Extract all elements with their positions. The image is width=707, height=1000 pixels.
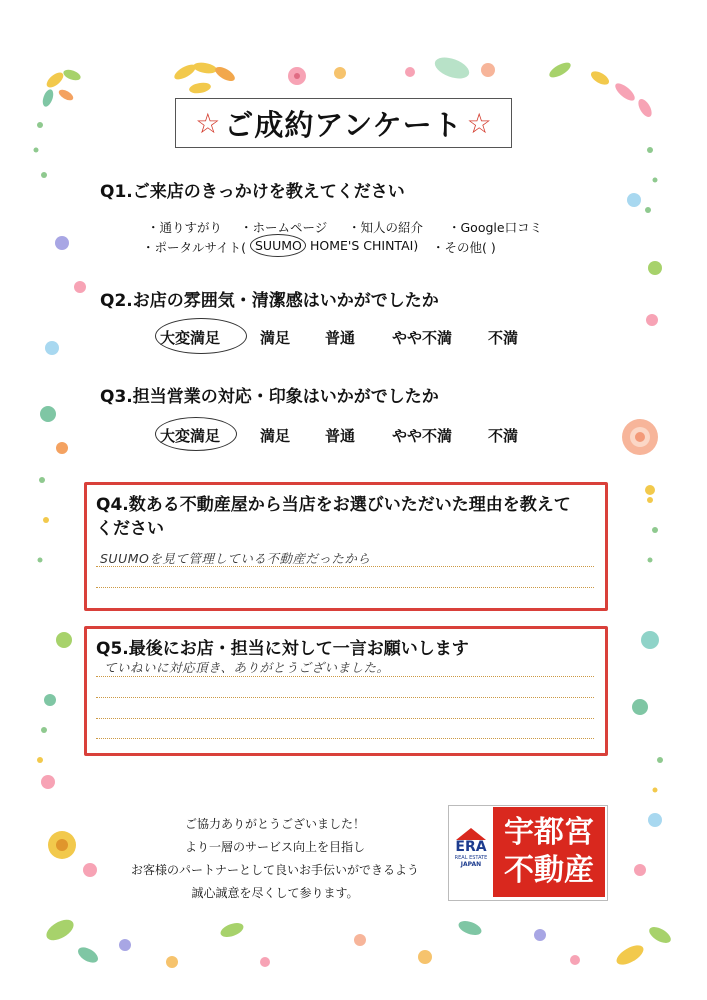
q4-handwritten-answer[interactable]: SUUMOを見て管理している不動産だったから [100, 551, 371, 566]
q2-question: Q2.お店の雰囲気・清潔感はいかがでしたか [100, 291, 439, 311]
star-icon: ☆ [195, 106, 221, 140]
q3-option-neutral[interactable]: 普通 [325, 427, 356, 445]
answer-line [96, 566, 594, 567]
answer-line [96, 697, 594, 698]
q2-option-very-satisfied[interactable]: 大変満足 [160, 329, 221, 347]
q3-question: Q3.担当営業の対応・印象はいかがでしたか [100, 387, 439, 407]
q2-option-satisfied[interactable]: 満足 [260, 329, 291, 347]
era-logo: ERA REAL ESTATE JAPAN [451, 828, 491, 868]
q3-option-dissatisfied[interactable]: 不満 [488, 427, 519, 445]
page-title: ご成約アンケート [224, 107, 463, 142]
q4-question: Q4.数ある不動産屋から当店をお選びいただいた理由を教えて [96, 495, 571, 515]
closing-line-4: 誠心誠意を尽くして参ります。 [191, 886, 359, 900]
closing-line-1: ご協力ありがとうございました！ [184, 817, 365, 831]
selection-circle [250, 234, 306, 257]
closing-line-3: お客様のパートナーとして良いお手伝いができるよう [130, 863, 419, 877]
leaf-icon [547, 60, 654, 119]
q2-option-dissatisfied[interactable]: 不満 [488, 329, 519, 347]
q1-question: Q1.ご来店のきっかけを教えてください [100, 182, 405, 202]
q1-option-portal[interactable]: ・ポータルサイト( [142, 240, 247, 255]
leaf-icon [172, 61, 237, 95]
q2-option-somewhat-dissatisfied[interactable]: やや不満 [392, 329, 453, 347]
q1-option-passing[interactable]: ・通りすがり [147, 220, 223, 235]
star-icon: ☆ [466, 106, 492, 140]
flower-icon [622, 193, 662, 876]
q3-option-satisfied[interactable]: 満足 [260, 427, 291, 445]
answer-line [96, 587, 594, 588]
answer-line [96, 738, 594, 739]
q1-option-homepage[interactable]: ・ホームページ [240, 220, 328, 235]
company-name-block [493, 807, 605, 897]
leaf-icon [432, 53, 472, 82]
q5-question: Q5.最後にお店・担当に対して一言お願いします [96, 639, 469, 659]
leaf-icon [43, 916, 673, 969]
answer-line [96, 676, 594, 677]
selection-circle [155, 417, 237, 451]
q1-portal-others: HOME'S CHINTAI) [310, 238, 419, 253]
closing-line-2: より一層のサービス向上を目指し [184, 840, 365, 854]
answer-line [96, 718, 594, 719]
q3-option-very-satisfied[interactable]: 大変満足 [160, 427, 221, 445]
survey-title-box [175, 98, 512, 148]
company-name-line-1: 宇都宮 [504, 815, 594, 850]
q4-question-continued: ください [96, 519, 164, 539]
leaf-icon [41, 68, 82, 108]
q1-option-other[interactable]: ・その他( ) [432, 240, 496, 255]
company-name-line-2: 不動産 [504, 853, 594, 888]
q3-option-somewhat-dissatisfied[interactable]: やや不満 [392, 427, 453, 445]
q5-handwritten-answer[interactable]: ていねいに対応頂き、ありがとうございました。 [104, 660, 390, 675]
q1-portal-suumo[interactable]: SUUMO [255, 238, 302, 253]
q1-option-google[interactable]: ・Google口コミ [448, 220, 543, 235]
q2-option-neutral[interactable]: 普通 [325, 329, 356, 347]
selection-circle [155, 318, 247, 354]
q1-option-referral[interactable]: ・知人の紹介 [348, 220, 424, 235]
